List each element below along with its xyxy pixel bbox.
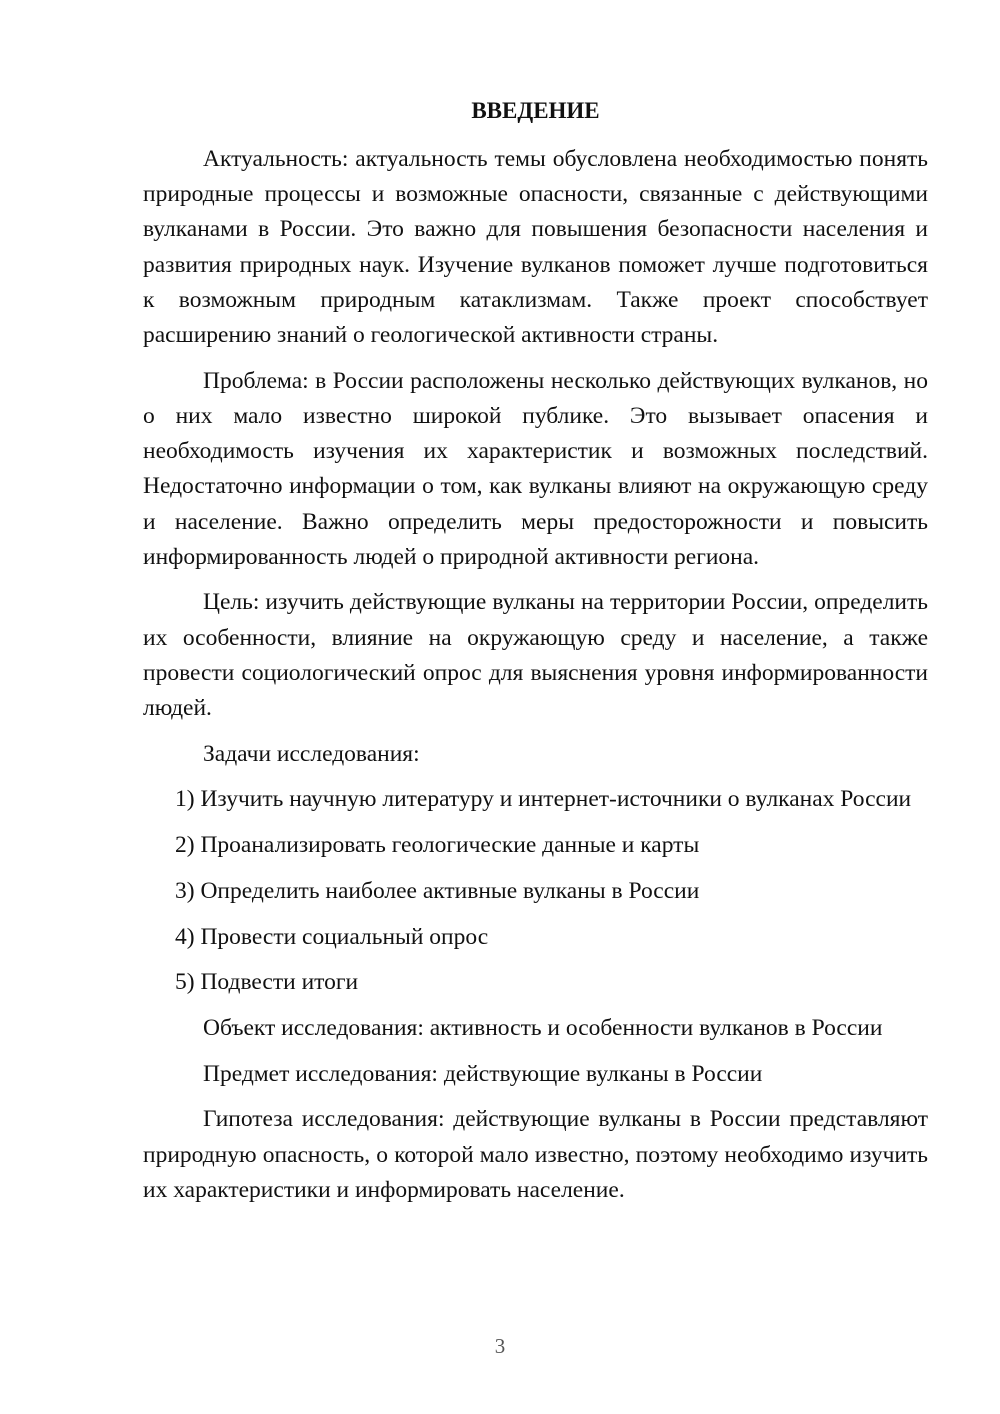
hypothesis-paragraph: Гипотеза исследования: действующие вулканы в России представляют природную опасность, о которой мало известно, поэтому необходимо изучить их характеристики и информировать население. [143, 1106, 928, 1203]
subject-paragraph: Предмет исследования: действующие вулканы в России [203, 1060, 763, 1087]
page-number: 3 [494, 1334, 506, 1358]
task-item-3: 3) Определить наиболее активные вулканы в России [175, 877, 700, 904]
document-body [143, 142, 928, 1208]
tasks-heading: Задачи исследования: [203, 740, 420, 767]
relevance-paragraph: Актуальность: актуальность темы обусловлена необходимостью понять природные процессы и возможные опасности, связанные с действующими вулканами в России. Это важно для повышения безопасности населения и развития природных наук. Изучение вулканов поможет лучше подготовиться к возможным природным катаклизмам. Также проект способствует расширению знаний о геологической активности страны. [143, 146, 928, 349]
task-item-4: 4) Провести социальный опрос [175, 923, 489, 950]
task-item-1: 1) Изучить научную литературу и интернет-источники о вулканах России [175, 786, 912, 813]
section-title: ВВЕДЕНИЕ [471, 98, 600, 123]
task-item-2: 2) Проанализировать геологические данные и карты [175, 832, 700, 859]
goal-paragraph: Цель: изучить действующие вулканы на территории России, определить их особенности, влияние на окружающую среду и население, а также провести социологический опрос для выяснения уровня информированности людей. [143, 589, 928, 722]
object-paragraph: Объект исследования: активность и особенности вулканов в России [203, 1014, 883, 1041]
problem-paragraph: Проблема: в России расположены несколько действующих вулканов, но о них мало известно широкой публике. Это вызывает опасения и необходимость изучения их характеристик и возможных последствий. Недостаточно информации о том, как вулканы влияют на окружающую среду и население. Важно определить меры предосторожности и повысить информированность людей о природной активности региона. [143, 367, 928, 570]
task-item-5: 5) Подвести итоги [175, 969, 359, 996]
